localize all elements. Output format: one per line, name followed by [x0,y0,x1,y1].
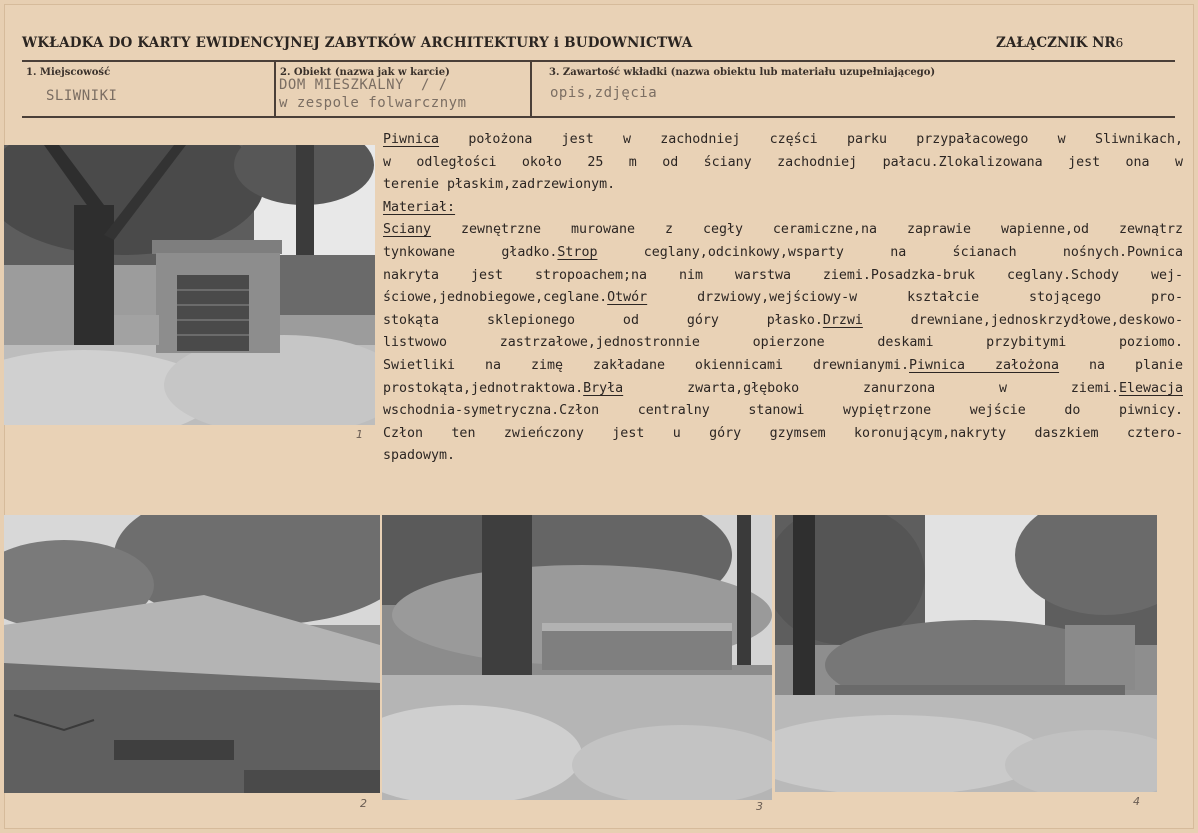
field-divider-1 [274,62,276,116]
annex-label [996,35,1123,51]
desc-line-3: terenie płaskim,zadrzewionym. [383,177,616,193]
fields-rule [22,116,1175,118]
desc-line-2: w odległości około 25 m od ściany zachodniej pałacu.Zlokalizowana jest ona w [383,154,1183,170]
desc-line-8-text-a: ściowe,jednobiegowe,ceglane. [383,290,608,306]
desc-line-12-text-c: zwarta,głęboko zanurzona w ziemi. [623,380,1119,396]
contents-label: 3. Zawartość wkładki (nazwa obiektu lub materiału uzupełniającego) [549,67,936,78]
card-title: WKŁADKA DO KARTY EWIDENCYJNEJ ZABYTKÓW ARCHITEKTURY i BUDOWNICTWA [22,35,693,51]
desc-line-1-text: położona jest w zachodniej części parku przypałacowego w Sliwnikach, [439,132,1183,147]
desc-line-8-text-c: drzwiowy,wejściowy-w kształcie stojącego pro- [647,290,1183,306]
desc-line-9 [383,310,1183,333]
term-door: Drzwi [822,312,863,328]
desc-line-14: Człon ten zwieńczony jest u góry gzymsem koronującym,nakryty daszkiem cztero- [383,425,1183,441]
photo-1 [4,145,375,425]
desc-line-10: listwowo zastrzałowe,jednostronnie opierzone deskami przybitymi poziomo. [383,335,1183,351]
desc-line-6 [383,242,1183,265]
desc-line-12-text-a: prostokąta,jednotraktowa. [383,380,584,396]
term-cellar: Piwnica [383,132,440,147]
object-value-suffix: / / [420,77,448,93]
desc-line-7: nakryta jest stropoachem;na nim warstwa ziemi.Posadzka-bruk ceglany.Schody wej- [383,267,1183,283]
desc-line-15: spadowym. [383,448,456,464]
photo-3-number: 3 [756,800,763,813]
contents-value: opis,zdjęcia [550,85,658,101]
object-value-line2: w zespole folwarcznym [279,95,467,111]
desc-line-11-text-a: Swietliki na zimę zakładane okiennicami drewnianymi. [383,357,910,373]
desc-line-1 [383,129,1183,152]
header-rule [22,60,1175,62]
annex-label-text: ZAŁĄCZNIK NR [996,35,1116,51]
locality-label: 1. Miejscowość [26,67,111,78]
field-divider-2 [530,62,532,116]
photo-3 [382,515,772,800]
desc-line-13: wschodnia-symetryczna.Człon centralny stanowi wypiętrzone wejście do piwnicy. [383,403,1183,419]
desc-line-9-text-c: drewniane,jednoskrzydłowe,deskowo- [862,312,1183,328]
photo-4-number: 4 [1133,795,1140,808]
term-body: Bryła [583,380,624,396]
term-elevation: Elewacja [1118,380,1183,396]
desc-line-6-text-a: tynkowane gładko. [383,244,558,260]
term-walls: Sciany [383,222,432,238]
desc-line-5-text: zewnętrzne murowane z cegły ceramiczne,na zaprawie wapienne,od zewnątrz [431,222,1183,238]
locality-value: SLIWNIKI [46,88,118,104]
desc-line-6-text-c: ceglany,odcinkowy,wsparty na ścianach nośnych.Pownica [597,244,1183,260]
annex-number: 6 [1115,36,1124,50]
term-cellar-plan: Piwnica założona [909,357,1060,373]
desc-line-11 [383,355,1183,378]
description-text [383,129,1183,468]
desc-line-4 [383,197,1183,220]
desc-line-5 [383,219,1183,242]
desc-line-8 [383,287,1183,310]
photo-4 [775,515,1157,792]
desc-line-11-text-c: na planie [1059,357,1183,373]
term-opening: Otwór [607,290,648,306]
object-label: 2. Obiekt (nazwa jak w karcie) [280,67,450,78]
term-ceiling: Strop [557,244,598,260]
photo-1-number: 1 [356,428,363,441]
desc-line-12 [383,378,1183,401]
photo-2-number: 2 [360,797,367,810]
photo-2 [4,515,380,793]
object-value-line1 [279,77,448,93]
term-material: Materiał: [383,199,456,215]
desc-line-9-text-a: stokąta sklepionego od góry płasko. [383,312,823,328]
object-value-name: DOM MIESZKALNY [279,77,405,93]
